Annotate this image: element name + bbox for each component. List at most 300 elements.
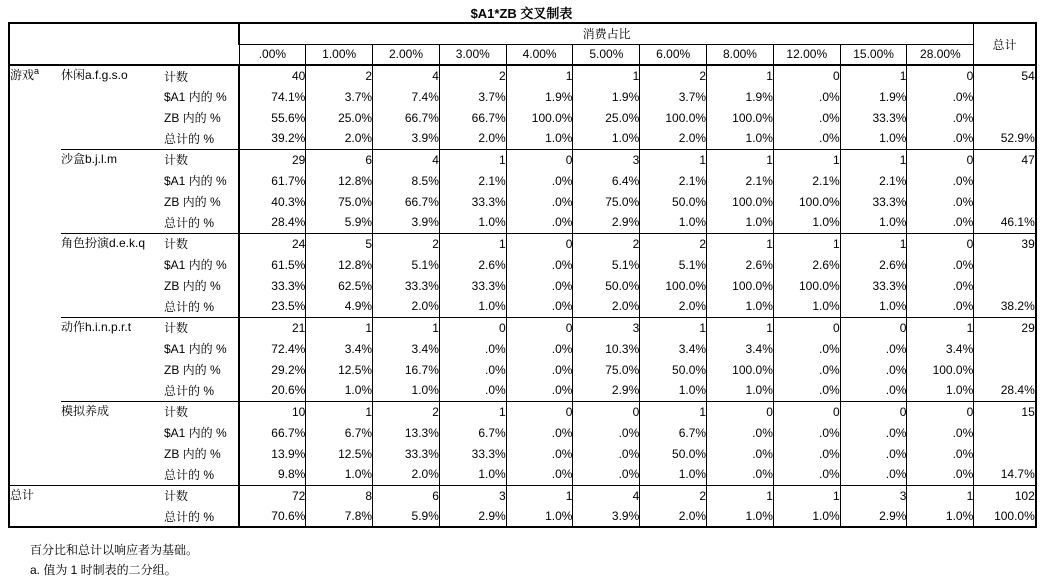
data-cell: 1 xyxy=(306,317,373,338)
data-cell: 1.9% xyxy=(573,86,640,107)
data-cell: 1.0% xyxy=(773,212,840,233)
stat-label-cell: 总计的 % xyxy=(164,299,215,314)
data-cell: 3.9% xyxy=(373,212,440,233)
data-cell: .0% xyxy=(907,254,974,275)
data-cell: 0 xyxy=(506,233,573,254)
data-cell: .0% xyxy=(707,443,774,464)
data-cell: 1.0% xyxy=(840,212,907,233)
data-cell: 33.3% xyxy=(840,275,907,296)
col-header-9: 15.00% xyxy=(840,44,907,65)
data-cell: 66.7% xyxy=(439,107,506,128)
data-cell: 12.5% xyxy=(306,443,373,464)
data-cell: 23.5% xyxy=(239,296,306,317)
data-cell: 7.4% xyxy=(373,86,440,107)
data-cell: 0 xyxy=(773,317,840,338)
data-cell: 12.8% xyxy=(306,170,373,191)
row-total-cell xyxy=(974,107,1036,128)
data-cell: 40.3% xyxy=(239,191,306,212)
data-cell: 100.0% xyxy=(707,107,774,128)
category-label-cell: 模拟养成 xyxy=(61,401,164,485)
data-cell: 2.9% xyxy=(439,506,506,527)
data-cell: 1 xyxy=(907,485,974,506)
data-cell: 2.6% xyxy=(439,254,506,275)
data-cell: 1 xyxy=(707,233,774,254)
data-cell: 8.5% xyxy=(373,170,440,191)
col-header-6: 6.00% xyxy=(640,44,707,65)
row-total-cell xyxy=(974,86,1036,107)
table-body xyxy=(9,65,1036,527)
data-cell: 33.3% xyxy=(373,275,440,296)
data-cell: 50.0% xyxy=(640,191,707,212)
data-cell: 3 xyxy=(573,149,640,170)
data-cell: 0 xyxy=(907,149,974,170)
total-row-label-cell: 总计 xyxy=(9,485,164,527)
data-cell: .0% xyxy=(773,464,840,485)
data-cell: 5.1% xyxy=(573,254,640,275)
data-cell: .0% xyxy=(773,107,840,128)
data-cell: 0 xyxy=(506,317,573,338)
data-cell: 0 xyxy=(840,317,907,338)
total-column-header: 总计 xyxy=(974,23,1036,65)
data-cell: 3 xyxy=(573,317,640,338)
data-cell: 3.4% xyxy=(707,338,774,359)
data-cell: 1 xyxy=(840,233,907,254)
data-cell: 0 xyxy=(506,401,573,422)
data-cell: .0% xyxy=(840,338,907,359)
data-cell: 0 xyxy=(573,401,640,422)
data-cell: 2 xyxy=(573,233,640,254)
row-dimension-label: 游戏 xyxy=(10,68,35,82)
data-cell: 2.6% xyxy=(773,254,840,275)
data-cell: 3.9% xyxy=(573,506,640,527)
data-cell: 1 xyxy=(840,149,907,170)
row-total-cell xyxy=(974,170,1036,191)
data-cell: 0 xyxy=(773,401,840,422)
row-dimension-footnote-marker: a xyxy=(34,66,40,76)
data-cell: .0% xyxy=(840,443,907,464)
data-cell: 10 xyxy=(239,401,306,422)
data-cell: 1.0% xyxy=(773,296,840,317)
stat-label-cell: 计数 xyxy=(164,485,239,506)
data-cell: 1.0% xyxy=(773,506,840,527)
stat-label-cell: 总计的 % xyxy=(164,509,215,524)
data-cell: 0 xyxy=(840,401,907,422)
data-cell: 100.0% xyxy=(707,191,774,212)
data-cell: .0% xyxy=(773,338,840,359)
data-cell: 50.0% xyxy=(640,359,707,380)
data-cell: .0% xyxy=(840,422,907,443)
data-cell: 1 xyxy=(640,401,707,422)
data-cell: .0% xyxy=(840,380,907,401)
data-cell: 2 xyxy=(373,401,440,422)
data-cell: 1 xyxy=(773,233,840,254)
data-cell: 1.0% xyxy=(306,380,373,401)
data-cell: 5.9% xyxy=(306,212,373,233)
data-cell: 0 xyxy=(439,317,506,338)
row-total-cell: 100.0% xyxy=(974,506,1036,527)
row-total-cell: 52.9% xyxy=(974,128,1036,149)
data-cell: 12.8% xyxy=(306,254,373,275)
data-cell: 1 xyxy=(907,317,974,338)
data-cell: 1.0% xyxy=(439,296,506,317)
data-cell: .0% xyxy=(506,380,573,401)
data-cell: .0% xyxy=(506,296,573,317)
data-cell: 1.0% xyxy=(373,380,440,401)
data-cell: 1 xyxy=(640,317,707,338)
row-total-cell: 14.7% xyxy=(974,464,1036,485)
col-header-1: 1.00% xyxy=(306,44,373,65)
table-row xyxy=(9,317,1036,338)
stat-label-cell: $A1 内的 % xyxy=(164,426,227,440)
data-cell: 1.9% xyxy=(840,86,907,107)
data-cell: 1.9% xyxy=(707,86,774,107)
stat-label-cell: ZB 内的 % xyxy=(164,363,221,377)
stat-label-cell: $A1 内的 % xyxy=(164,342,227,356)
data-cell: 9.8% xyxy=(239,464,306,485)
data-cell: 25.0% xyxy=(306,107,373,128)
data-cell: 100.0% xyxy=(707,275,774,296)
data-cell: 100.0% xyxy=(773,191,840,212)
data-cell: 2.0% xyxy=(373,464,440,485)
data-cell: 2.9% xyxy=(573,380,640,401)
data-cell: 7.8% xyxy=(306,506,373,527)
data-cell: .0% xyxy=(506,422,573,443)
data-cell: 33.3% xyxy=(840,191,907,212)
data-cell: 2.0% xyxy=(640,296,707,317)
data-cell: .0% xyxy=(907,422,974,443)
stat-label-cell: 总计的 % xyxy=(164,467,215,482)
data-cell: 1.0% xyxy=(640,464,707,485)
data-cell: 0 xyxy=(773,65,840,86)
data-cell: 1.0% xyxy=(707,128,774,149)
stat-label-cell: ZB 内的 % xyxy=(164,447,221,461)
data-cell: 0 xyxy=(907,401,974,422)
data-cell: 3.7% xyxy=(306,86,373,107)
stat-label-cell: $A1 内的 % xyxy=(164,90,227,104)
data-cell: .0% xyxy=(573,422,640,443)
data-cell: 1.0% xyxy=(840,128,907,149)
data-cell: 4 xyxy=(373,65,440,86)
table-title: $A1*ZB 交叉制表 xyxy=(470,6,573,21)
row-total-cell xyxy=(974,443,1036,464)
data-cell: 66.7% xyxy=(373,191,440,212)
data-cell: 2.1% xyxy=(640,170,707,191)
data-cell: .0% xyxy=(907,464,974,485)
data-cell: 21 xyxy=(239,317,306,338)
data-cell: .0% xyxy=(439,359,506,380)
data-cell: 2.1% xyxy=(773,170,840,191)
data-cell: 2 xyxy=(640,233,707,254)
data-cell: .0% xyxy=(907,128,974,149)
data-cell: 1 xyxy=(707,149,774,170)
data-cell: 72.4% xyxy=(239,338,306,359)
stat-label-cell: 计数 xyxy=(164,233,239,254)
data-cell: 100.0% xyxy=(640,275,707,296)
data-cell: 75.0% xyxy=(306,191,373,212)
data-cell: 1.0% xyxy=(306,464,373,485)
data-cell: 74.1% xyxy=(239,86,306,107)
data-cell: 2.0% xyxy=(640,128,707,149)
data-cell: 1.0% xyxy=(640,380,707,401)
data-cell: 2 xyxy=(373,233,440,254)
category-label-cell: 休闲a.f.g.s.o xyxy=(61,68,128,82)
stat-label-cell: 计数 xyxy=(164,69,189,84)
data-cell: 33.3% xyxy=(439,275,506,296)
row-dimension-cell xyxy=(9,65,61,485)
data-cell: 2.0% xyxy=(640,506,707,527)
data-cell: 2 xyxy=(306,65,373,86)
data-cell: 55.6% xyxy=(239,107,306,128)
row-total-cell xyxy=(974,422,1036,443)
data-cell: 33.3% xyxy=(840,107,907,128)
table-row xyxy=(9,401,1036,422)
row-total-cell: 102 xyxy=(974,485,1036,506)
data-cell: 8 xyxy=(306,485,373,506)
data-cell: 2.1% xyxy=(840,170,907,191)
data-cell: 13.3% xyxy=(373,422,440,443)
row-total-cell: 38.2% xyxy=(974,296,1036,317)
data-cell: .0% xyxy=(773,86,840,107)
data-cell: 1 xyxy=(640,149,707,170)
data-cell: .0% xyxy=(907,296,974,317)
data-cell: 40 xyxy=(239,65,306,86)
data-cell: 24 xyxy=(239,233,306,254)
data-cell: 4 xyxy=(573,485,640,506)
data-cell: 2.9% xyxy=(573,212,640,233)
row-total-cell: 29 xyxy=(974,317,1036,338)
col-header-0: .00% xyxy=(239,44,306,65)
data-cell: 5 xyxy=(306,233,373,254)
row-total-cell: 54 xyxy=(974,65,1036,86)
data-cell: 1 xyxy=(439,233,506,254)
data-cell: 1 xyxy=(506,65,573,86)
data-cell: 25.0% xyxy=(573,107,640,128)
data-cell: 2.0% xyxy=(439,128,506,149)
data-cell: .0% xyxy=(506,191,573,212)
stub-header-cell xyxy=(9,23,239,65)
data-cell: .0% xyxy=(907,275,974,296)
data-cell: 33.3% xyxy=(239,275,306,296)
data-cell: 3 xyxy=(840,485,907,506)
column-group-header: 消费占比 xyxy=(239,23,974,44)
data-cell: 2.0% xyxy=(573,296,640,317)
data-cell: 6 xyxy=(373,485,440,506)
row-total-cell xyxy=(974,275,1036,296)
data-cell: 50.0% xyxy=(640,443,707,464)
data-cell: .0% xyxy=(506,254,573,275)
data-cell: 100.0% xyxy=(907,359,974,380)
data-cell: 2 xyxy=(640,65,707,86)
data-cell: 1.0% xyxy=(573,128,640,149)
data-cell: 1 xyxy=(439,401,506,422)
data-cell: 6.7% xyxy=(640,422,707,443)
data-cell: 6.7% xyxy=(306,422,373,443)
data-cell: .0% xyxy=(907,212,974,233)
data-cell: 75.0% xyxy=(573,359,640,380)
data-cell: 1.0% xyxy=(707,380,774,401)
data-cell: .0% xyxy=(573,464,640,485)
data-cell: .0% xyxy=(506,464,573,485)
table-row xyxy=(9,233,1036,254)
data-cell: 2.0% xyxy=(373,296,440,317)
data-cell: .0% xyxy=(907,191,974,212)
data-cell: 1.0% xyxy=(640,212,707,233)
data-cell: 1.0% xyxy=(707,212,774,233)
stat-label-cell: 总计的 % xyxy=(164,131,215,146)
data-cell: 3.4% xyxy=(907,338,974,359)
data-cell: 1.0% xyxy=(707,296,774,317)
data-cell: 29 xyxy=(239,149,306,170)
data-cell: .0% xyxy=(907,443,974,464)
row-total-cell: 28.4% xyxy=(974,380,1036,401)
stat-label-cell: $A1 内的 % xyxy=(164,174,227,188)
data-cell: 2.6% xyxy=(840,254,907,275)
data-cell: .0% xyxy=(439,380,506,401)
data-cell: .0% xyxy=(907,170,974,191)
data-cell: 33.3% xyxy=(373,443,440,464)
data-cell: 4 xyxy=(373,149,440,170)
data-cell: 2.9% xyxy=(840,506,907,527)
data-cell: .0% xyxy=(907,107,974,128)
data-cell: 1.0% xyxy=(840,296,907,317)
data-cell: 6.4% xyxy=(573,170,640,191)
header-row-group xyxy=(9,23,1036,44)
data-cell: 1.0% xyxy=(506,128,573,149)
data-cell: 0 xyxy=(506,149,573,170)
data-cell: 5.1% xyxy=(640,254,707,275)
data-cell: 2 xyxy=(640,485,707,506)
data-cell: 66.7% xyxy=(373,107,440,128)
stat-label-cell: 总计的 % xyxy=(164,215,215,230)
data-cell: 6 xyxy=(306,149,373,170)
footnote-base: 百分比和总计以响应者为基础。 xyxy=(30,543,199,557)
row-total-cell: 46.1% xyxy=(974,212,1036,233)
data-cell: .0% xyxy=(773,443,840,464)
data-cell: .0% xyxy=(506,443,573,464)
data-cell: 1 xyxy=(506,485,573,506)
data-cell: 1.0% xyxy=(439,464,506,485)
data-cell: 61.5% xyxy=(239,254,306,275)
col-header-3: 3.00% xyxy=(439,44,506,65)
col-header-7: 8.00% xyxy=(707,44,774,65)
data-cell: .0% xyxy=(506,275,573,296)
data-cell: 0 xyxy=(907,233,974,254)
data-cell: 4.9% xyxy=(306,296,373,317)
crosstab-table xyxy=(8,22,1037,528)
data-cell: 2.1% xyxy=(707,170,774,191)
data-cell: 6.7% xyxy=(439,422,506,443)
data-cell: 3.4% xyxy=(306,338,373,359)
data-cell: .0% xyxy=(573,443,640,464)
stat-label-cell: 计数 xyxy=(164,317,239,338)
data-cell: 1.9% xyxy=(506,86,573,107)
data-cell: 100.0% xyxy=(640,107,707,128)
row-total-cell xyxy=(974,254,1036,275)
footnote-a: a. 值为 1 时制表的二分组。 xyxy=(30,563,177,577)
data-cell: 70.6% xyxy=(239,506,306,527)
row-total-cell xyxy=(974,338,1036,359)
stat-label-cell: 计数 xyxy=(164,149,239,170)
col-header-4: 4.00% xyxy=(506,44,573,65)
table-row xyxy=(9,65,1036,86)
row-total-cell xyxy=(974,191,1036,212)
data-cell: 20.6% xyxy=(239,380,306,401)
data-cell: 1.0% xyxy=(439,212,506,233)
data-cell: 5.1% xyxy=(373,254,440,275)
data-cell: 100.0% xyxy=(707,359,774,380)
row-total-cell xyxy=(974,359,1036,380)
data-cell: 1.0% xyxy=(907,380,974,401)
data-cell: 39.2% xyxy=(239,128,306,149)
data-cell: 3.7% xyxy=(640,86,707,107)
data-cell: 3.7% xyxy=(439,86,506,107)
data-cell: 28.4% xyxy=(239,212,306,233)
data-cell: .0% xyxy=(773,422,840,443)
data-cell: 1 xyxy=(773,485,840,506)
data-cell: 66.7% xyxy=(239,422,306,443)
data-cell: .0% xyxy=(506,359,573,380)
data-cell: 1 xyxy=(306,401,373,422)
data-cell: 72 xyxy=(239,485,306,506)
col-header-8: 12.00% xyxy=(773,44,840,65)
data-cell: 61.7% xyxy=(239,170,306,191)
data-cell: .0% xyxy=(840,359,907,380)
data-cell: .0% xyxy=(439,338,506,359)
data-cell: 1 xyxy=(373,317,440,338)
data-cell: 16.7% xyxy=(373,359,440,380)
data-cell: .0% xyxy=(707,422,774,443)
data-cell: 1 xyxy=(707,485,774,506)
data-cell: .0% xyxy=(506,338,573,359)
category-label-cell: 动作h.i.n.p.r.t xyxy=(61,317,164,401)
data-cell: .0% xyxy=(907,86,974,107)
data-cell: 1 xyxy=(773,149,840,170)
data-cell: 3 xyxy=(439,485,506,506)
table-row xyxy=(9,149,1036,170)
data-cell: .0% xyxy=(707,464,774,485)
data-cell: 1.0% xyxy=(707,506,774,527)
data-cell: .0% xyxy=(773,359,840,380)
data-cell: 50.0% xyxy=(573,275,640,296)
stat-label-cell: ZB 内的 % xyxy=(164,279,221,293)
category-label-cell: 角色扮演d.e.k.q xyxy=(61,233,164,317)
data-cell: 3.4% xyxy=(373,338,440,359)
data-cell: 33.3% xyxy=(439,443,506,464)
data-cell: 13.9% xyxy=(239,443,306,464)
data-cell: 1 xyxy=(573,65,640,86)
data-cell: 75.0% xyxy=(573,191,640,212)
row-total-cell: 39 xyxy=(974,233,1036,254)
col-header-10: 28.00% xyxy=(907,44,974,65)
data-cell: 1.0% xyxy=(907,506,974,527)
data-cell: 5.9% xyxy=(373,506,440,527)
data-cell: .0% xyxy=(840,464,907,485)
data-cell: 33.3% xyxy=(439,191,506,212)
data-cell: 3.4% xyxy=(640,338,707,359)
data-cell: 2.1% xyxy=(439,170,506,191)
data-cell: 29.2% xyxy=(239,359,306,380)
data-cell: 1 xyxy=(439,149,506,170)
data-cell: 1 xyxy=(707,65,774,86)
table-row xyxy=(9,485,1036,506)
data-cell: .0% xyxy=(506,212,573,233)
data-cell: 2.6% xyxy=(707,254,774,275)
data-cell: 0 xyxy=(707,401,774,422)
data-cell: 3.9% xyxy=(373,128,440,149)
stat-label-cell: 计数 xyxy=(164,401,239,422)
data-cell: 62.5% xyxy=(306,275,373,296)
col-header-5: 5.00% xyxy=(573,44,640,65)
